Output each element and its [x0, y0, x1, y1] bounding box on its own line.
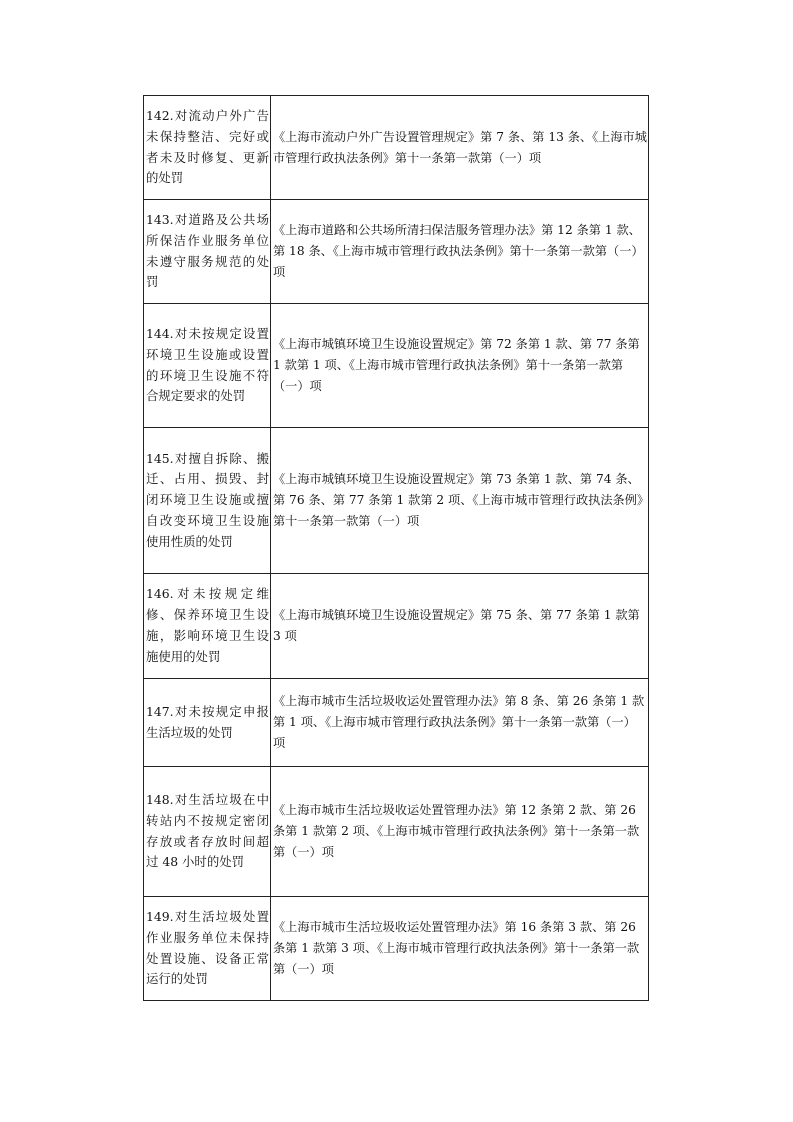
penalty-item-cell: 148.对生活垃圾在中转站内不按规定密闭存放或者存放时间超过 48 小时的处罚	[144, 767, 271, 897]
penalty-basis-table	[143, 95, 649, 1001]
legal-basis-cell: 《上海市城镇环境卫生设施设置规定》第 75 条、第 77 条第 1 款第 3 项	[271, 574, 649, 679]
table-row	[144, 304, 649, 428]
penalty-item-cell: 142.对流动户外广告未保持整洁、完好或者未及时修复、更新的处罚	[144, 96, 271, 200]
table-row	[144, 679, 649, 767]
table-row	[144, 428, 649, 574]
penalty-item-cell: 149.对生活垃圾处置作业服务单位未保持处置设施、设备正常运行的处罚	[144, 897, 271, 1001]
table-row	[144, 767, 649, 897]
penalty-item-cell: 147.对未按规定申报生活垃圾的处罚	[144, 679, 271, 767]
penalty-item-cell: 144.对未按规定设置环境卫生设施或设置的环境卫生设施不符合规定要求的处罚	[144, 304, 271, 428]
table-row	[144, 897, 649, 1001]
penalty-item-cell: 143.对道路及公共场所保洁作业服务单位未遵守服务规范的处罚	[144, 200, 271, 304]
legal-basis-cell: 《上海市城镇环境卫生设施设置规定》第 73 条第 1 款、第 74 条、第 76 条、第 77 条第 1 款第 2 项、《上海市城市管理行政执法条例》第十一条第一款第（一）项	[271, 428, 649, 574]
legal-basis-cell: 《上海市流动户外广告设置管理规定》第 7 条、第 13 条、《上海市城市管理行政执法条例》第十一条第一款第（一）项	[271, 96, 649, 200]
regulation-table-sheet	[143, 95, 649, 1001]
table-row	[144, 200, 649, 304]
penalty-item-cell: 146.对未按规定维修、保养环境卫生设施，影响环境卫生设施使用的处罚	[144, 574, 271, 679]
legal-basis-cell: 《上海市道路和公共场所清扫保洁服务管理办法》第 12 条第 1 款、第 18 条、《上海市城市管理行政执法条例》第十一条第一款第（一）项	[271, 200, 649, 304]
table-row	[144, 574, 649, 679]
penalty-item-cell: 145.对擅自拆除、搬迁、占用、损毁、封闭环境卫生设施或擅自改变环境卫生设施使用性质的处罚	[144, 428, 271, 574]
legal-basis-cell: 《上海市城市生活垃圾收运处置管理办法》第 16 条第 3 款、第 26 条第 1 款第 3 项、《上海市城市管理行政执法条例》第十一条第一款第（一）项	[271, 897, 649, 1001]
legal-basis-cell: 《上海市城市生活垃圾收运处置管理办法》第 8 条、第 26 条第 1 款第 1 项、《上海市城市管理行政执法条例》第十一条第一款第（一）项	[271, 679, 649, 767]
legal-basis-cell: 《上海市城市生活垃圾收运处置管理办法》第 12 条第 2 款、第 26 条第 1 款第 2 项、《上海市城市管理行政执法条例》第十一条第一款第（一）项	[271, 767, 649, 897]
legal-basis-cell: 《上海市城镇环境卫生设施设置规定》第 72 条第 1 款、第 77 条第 1 款第 1 项、《上海市城市管理行政执法条例》第十一条第一款第（一）项	[271, 304, 649, 428]
table-row	[144, 96, 649, 200]
